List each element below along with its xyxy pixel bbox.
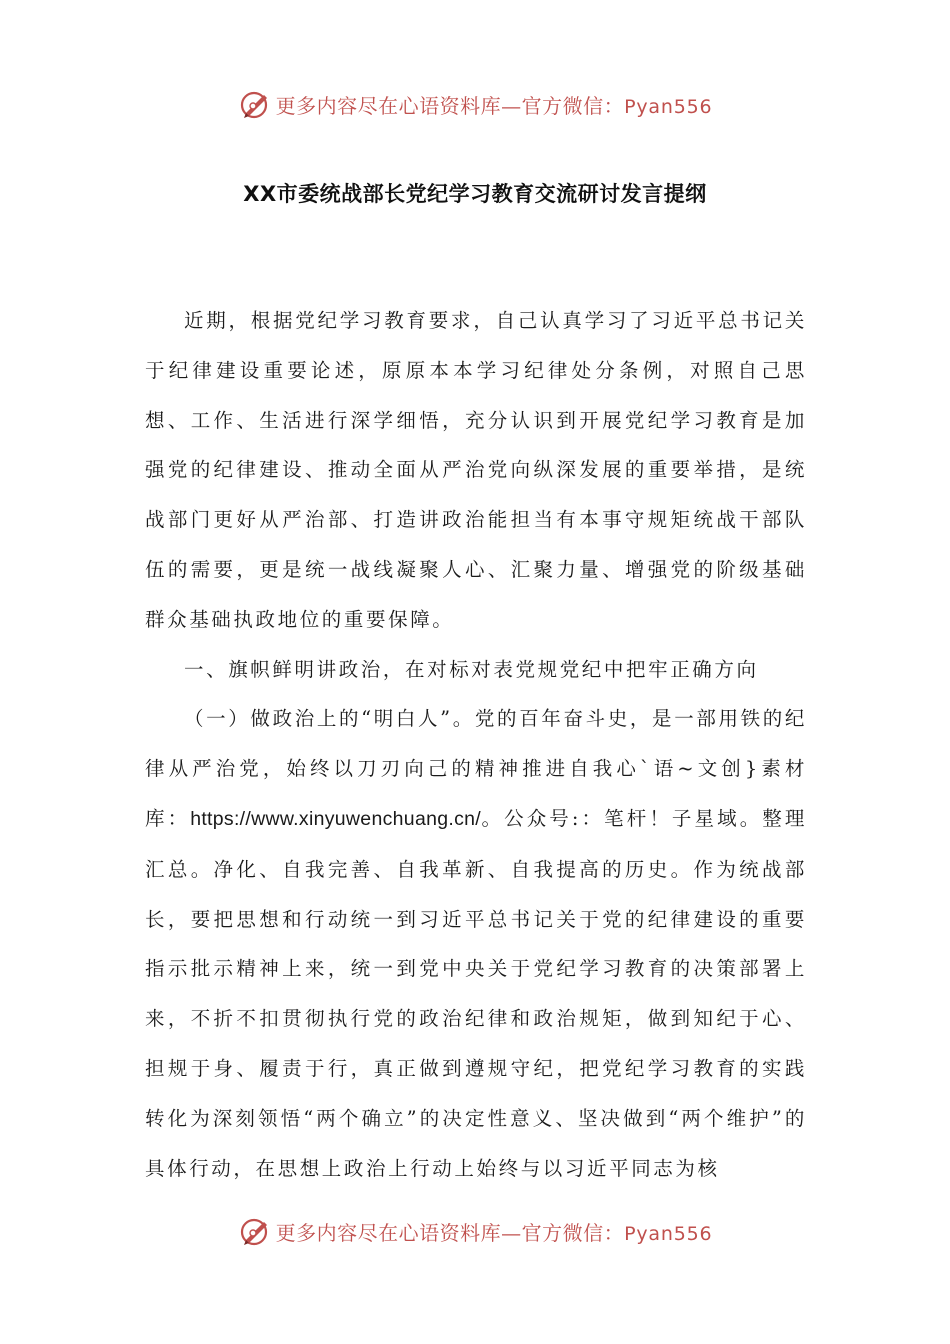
watermark-text <box>276 1217 713 1246</box>
paragraph-1-1-part-a: （一）做政治上的“明白人”。党的百年奋斗史，是一部用铁的纪律从严治党，始终以刀刃向己的精神推进自我心`语~文创}素材库： <box>145 707 807 830</box>
footer-watermark <box>0 1211 950 1251</box>
watermark-dash: — <box>501 93 522 118</box>
pen-logo-icon <box>238 1214 272 1248</box>
document-title: XX市委统战部长党纪学习教育交流研讨发言提纲 <box>243 182 707 206</box>
watermark-label: 官方微信： <box>521 93 625 118</box>
document-body <box>145 296 807 1193</box>
watermark-slogan: 更多内容尽在心语资料库 <box>275 93 502 118</box>
header-watermark <box>0 84 950 124</box>
watermark-slogan: 更多内容尽在心语资料库 <box>275 1220 502 1245</box>
watermark-label: 官方微信： <box>521 1220 625 1245</box>
pen-logo-icon <box>238 87 272 121</box>
watermark-text <box>276 90 713 119</box>
watermark-dash: — <box>501 1220 522 1245</box>
paragraph-1-1 <box>145 694 807 1193</box>
paragraph-intro: 近期，根据党纪学习教育要求，自己认真学习了习近平总书记关于纪律建设重要论述，原原本本学习纪律处分条例，对照自己思想、工作、生活进行深学细悟，充分认识到开展党纪学习教育是加强党的纪律建设、推动全面从严治党向纵深发展的重要举措，是统战部门更好从严治部、打造讲政治能担当有本事守规矩统战干部队伍的需要，更是统一战线凝聚人心、汇聚力量、增强党的阶级基础群众基础执政地位的重要保障。 <box>145 309 807 631</box>
watermark-contact: Pyan556 <box>624 1222 713 1245</box>
section-heading-1: 一、旗帜鲜明讲政治，在对标对表党规党纪中把牢正确方向 <box>184 657 759 681</box>
source-url: https://www.xinyuwenchuang.cn/ <box>190 807 482 830</box>
paragraph-1-1-part-b: 。公众号:：笔杆！子星域。整理汇总。净化、自我完善、自我革新、自我提高的历史。作为统战部长，要把思想和行动统一到习近平总书记关于党的纪律建设的重要指示批示精神上来，统一到党中央关于党纪学习教育的决策部署上来，不折不扣贯彻执行党的政治纪律和政治规矩，做到知纪于心、担规于身、履责于行，真正做到遵规守纪，把党纪学习教育的实践转化为深刻领悟“两个确立”的决定性意义、坚决做到“两个维护”的具体行动，在思想上政治上行动上始终与以习近平同志为核 <box>145 806 807 1180</box>
watermark-contact: Pyan556 <box>624 95 713 118</box>
